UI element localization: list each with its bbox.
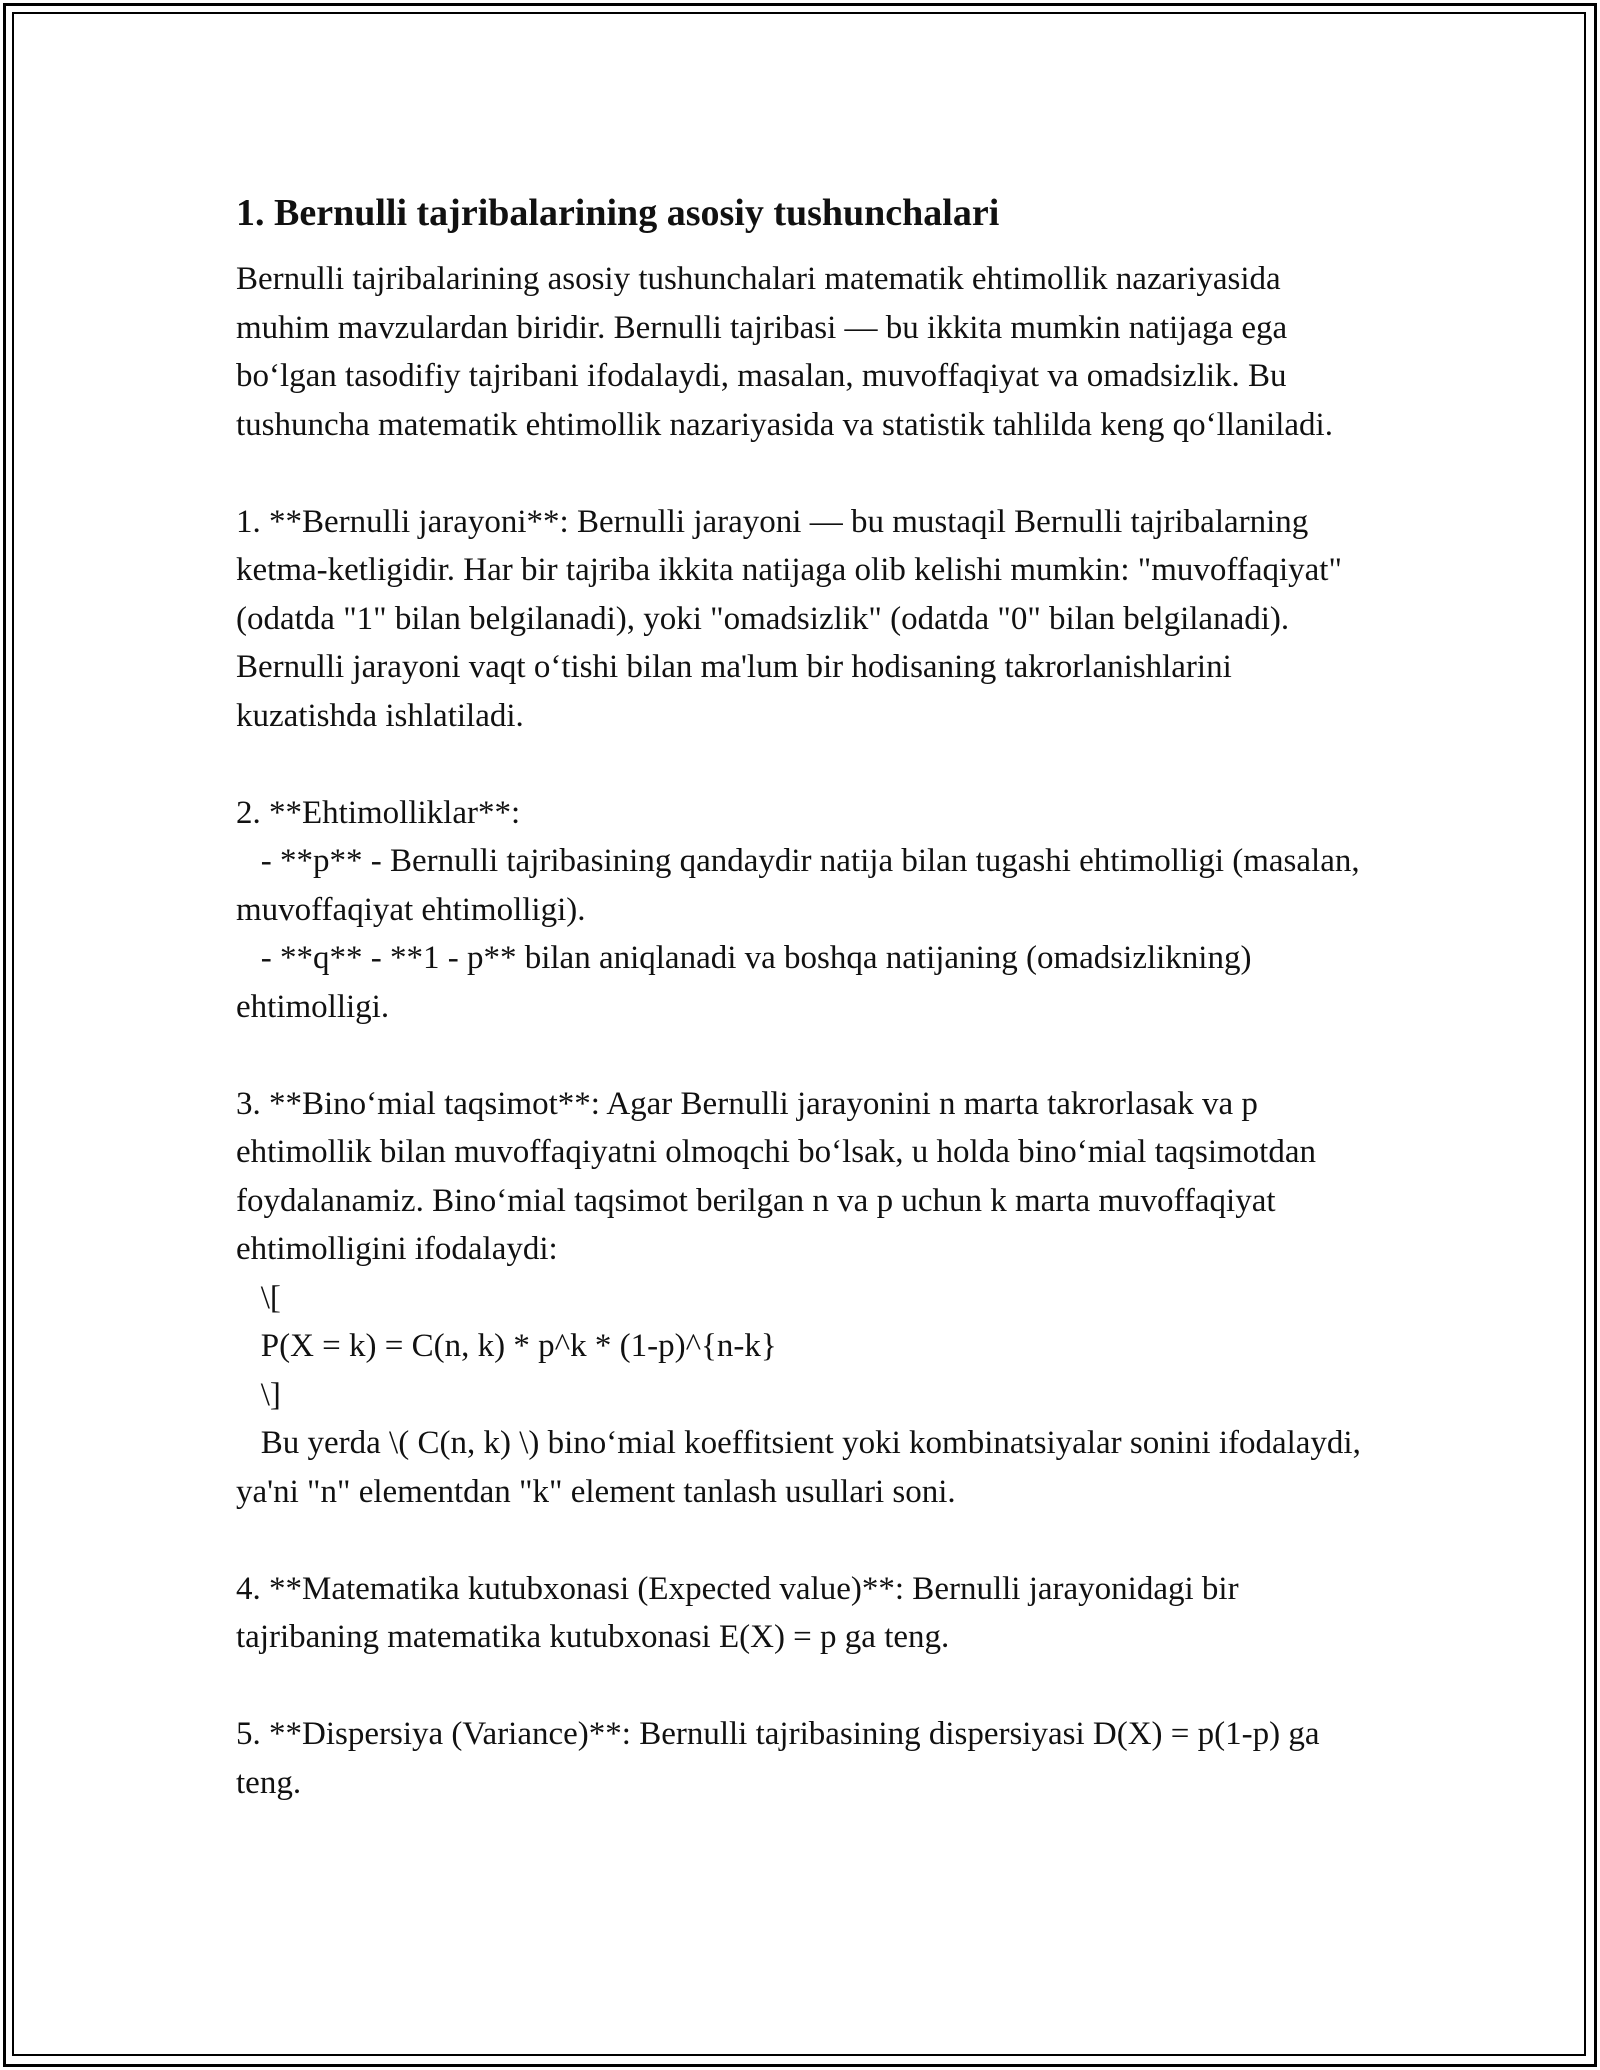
item-3-binomial: 3. **Bino‘mial taqsimot**: Agar Bernulli jarayonini n marta takrorlasak va p ehtimollik bilan muvoffaqiyatni olmoqchi bo‘lsak, u holda bino‘mial taqsimotdan foydalanamiz. Bino‘mial taqsimot berilgan n va p uchun k marta muvoffaqiyat ehtimolligini ifodalaydi:	[236, 1085, 1325, 1267]
item-2-p-definition: - **p** - Bernulli tajribasining qandaydir natija bilan tugashi ehtimolligi (masalan, muvoffaqiyat ehtimolligi).	[236, 843, 1368, 928]
document-title: 1. Bernulli tajribalarining asosiy tushunchalari	[236, 192, 1000, 234]
binomial-formula: P(X = k) = C(n, k) * p^k * (1-p)^{n-k}	[236, 1328, 777, 1364]
item-2-q-definition: - **q** - **1 - p** bilan aniqlanadi va boshqa natijaning (omadsizlikning) ehtimolligi.	[236, 940, 1260, 1025]
item-4-expected-value: 4. **Matematika kutubxonasi (Expected value)**: Bernulli jarayonidagi bir tajribaning matematika kutubxonasi E(X) = p ga teng.	[236, 1570, 1247, 1655]
document-body	[236, 183, 1376, 1807]
paragraph-gap	[236, 1031, 1376, 1080]
item-3-note: Bu yerda \( C(n, k) \) bino‘mial koeffitsient yoki kombinatsiyalar sonini ifodalaydi, ya'ni "n" elementdan "k" element tanlash usullari soni.	[236, 1425, 1370, 1510]
paragraph-gap	[236, 449, 1376, 498]
intro-paragraph: Bernulli tajribalarining asosiy tushunchalari matematik ehtimollik nazariyasida muhim mavzulardan biridir. Bernulli tajribasi — bu ikkita mumkin natijaga ega bo‘lgan tasodifiy tajribani ifodalaydi, masalan, muvoffaqiyat va omadsizlik. Bu tushuncha matematik ehtimollik nazariyasida va statistik tahlilda keng qo‘llaniladi.	[236, 261, 1333, 443]
formula-open: \[	[236, 1279, 281, 1316]
item-2-heading: 2. **Ehtimolliklar**:	[236, 794, 521, 831]
paragraph-gap	[236, 740, 1376, 789]
item-1-bernulli-process: 1. **Bernulli jarayoni**: Bernulli jarayoni — bu mustaqil Bernulli tajribalarning ketma-ketligidir. Har bir tajriba ikkita natijaga olib kelishi mumkin: "muvoffaqiyat" (odatda "1" bilan belgilanadi), yoki "omadsizlik" (odatda "0" bilan belgilanadi). Bernulli jarayoni vaqt o‘tishi bilan ma'lum bir hodisaning takrorlanishlarini kuzatishda ishlatiladi.	[236, 503, 1351, 734]
paragraph-gap	[236, 1516, 1376, 1565]
item-5-variance: 5. **Dispersiya (Variance)**: Bernulli tajribasining dispersiyasi D(X) = p(1-p) ga teng.	[236, 1716, 1328, 1801]
formula-close: \]	[236, 1376, 281, 1413]
paragraph-gap	[236, 1662, 1376, 1711]
